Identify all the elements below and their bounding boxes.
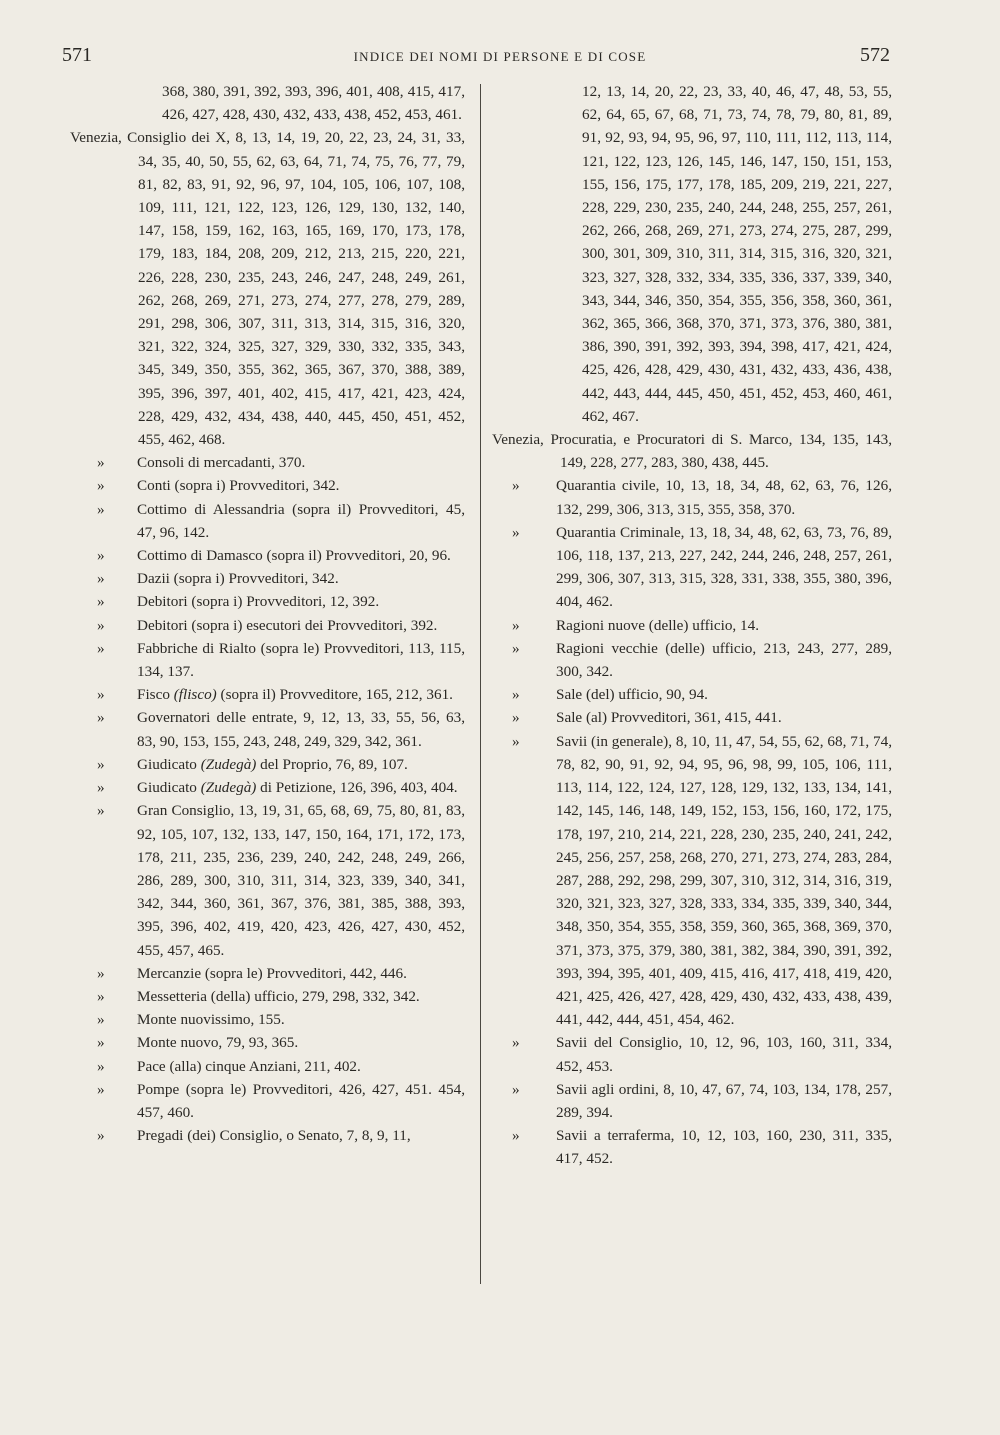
ditto-mark: » [97, 593, 105, 611]
right-column [492, 80, 892, 1171]
subentry-text: Quarantia civile, 10, 13, 18, 34, 48, 62, 63, 76, 126, 132, 299, 306, 313, 315, 355, 358, 370. [556, 477, 892, 518]
ditto-mark: » [97, 686, 105, 704]
index-continuation: 368, 380, 391, 392, 393, 396, 401, 408, 415, 417, 426, 427, 428, 430, 432, 433, 438, 452, 453, 461. [162, 83, 465, 124]
index-subentry [70, 985, 465, 1008]
index-subentry [70, 683, 465, 706]
ditto-mark: » [512, 732, 520, 750]
subentry-text: Quarantia Criminale, 13, 18, 34, 48, 62, 63, 73, 76, 89, 106, 118, 137, 213, 227, 242, 244, 246, 248, 257, 261, 299, 306, 307, 313, 315, 328, 331, 338, 355, 380, 396, 404, 462. [556, 523, 892, 611]
subentry-text: Mercanzie (sopra le) Provveditori, 442, 446. [137, 964, 407, 982]
index-subentry [492, 474, 892, 520]
ditto-mark: » [97, 964, 105, 982]
index-subentry [70, 590, 465, 613]
subentry-text: Fisco [137, 686, 174, 704]
left-column [70, 80, 465, 1147]
index-subentry [492, 730, 892, 1032]
ditto-mark: » [97, 802, 105, 820]
subentry-text: Gran Consiglio, 13, 19, 31, 65, 68, 69, 75, 80, 81, 83, 92, 105, 107, 132, 133, 147, 150, 164, 171, 172, 173, 178, 211, 235, 236, 239, 240, 242, 248, 249, 266, 286, 289, 300, 310, 311, 314, 323, 339, 340, 341, 342, 344, 360, 361, 367, 376, 381, 385, 388, 393, 395, 396, 402, 419, 420, 423, 426, 427, 430, 452, 455, 457, 465. [137, 802, 465, 959]
subentry-text: Monte nuovo, 79, 93, 365. [137, 1034, 299, 1052]
subentry-text: Sale (al) Provveditori, 361, 415, 441. [556, 709, 782, 727]
ditto-mark: » [97, 1127, 105, 1145]
ditto-mark: » [97, 570, 105, 588]
subentry-text: Cottimo di Alessandria (sopra il) Provveditori, 45, 47, 96, 142. [137, 500, 465, 541]
index-subentry [70, 962, 465, 985]
subentry-text: Savii del Consiglio, 10, 12, 96, 103, 160, 311, 334, 452, 453. [556, 1034, 892, 1075]
index-subentry [492, 1078, 892, 1124]
subentry-text: Giudicato [137, 755, 201, 773]
column-divider [480, 84, 481, 1284]
subentry-text: Pace (alla) cinque Anziani, 211, 402. [137, 1057, 361, 1075]
ditto-mark: » [97, 1057, 105, 1075]
subentry-text: Debitori (sopra i) esecutori dei Provveditori, 392. [137, 616, 438, 634]
ditto-mark: » [512, 523, 520, 541]
index-subentry [70, 498, 465, 544]
ditto-mark: » [97, 500, 105, 518]
subentry-text: del Proprio, 76, 89, 107. [256, 755, 408, 773]
index-subentry [492, 637, 892, 683]
ditto-mark: » [97, 1011, 105, 1029]
ditto-mark: » [512, 686, 520, 704]
index-subentry [70, 706, 465, 752]
ditto-mark: » [97, 709, 105, 727]
index-subentry [492, 1124, 892, 1170]
left-page-number: 571 [62, 44, 92, 66]
ditto-mark: » [97, 755, 105, 773]
ditto-mark: » [97, 616, 105, 634]
subentry-italic: (Zudegà) [200, 755, 257, 773]
index-subentry [70, 637, 465, 683]
index-subentry [70, 474, 465, 497]
subentry-italic: (flisco) [173, 686, 217, 704]
subentry-text: Debitori (sopra i) Provveditori, 12, 392. [137, 593, 380, 611]
running-title: INDICE DEI NOMI DI PERSONE E DI COSE [353, 49, 647, 64]
subentry-text: Cottimo di Damasco (sopra il) Provveditori, 20, 96. [137, 547, 451, 565]
subentry-text: Giudicato [137, 779, 201, 797]
index-subentry [70, 451, 465, 474]
index-subentry [70, 1124, 465, 1147]
index-subentry [70, 1055, 465, 1078]
subentry-text: Ragioni nuove (delle) ufficio, 14. [556, 616, 760, 634]
subentry-text: Ragioni vecchie (delle) ufficio, 213, 243, 277, 289, 300, 342. [556, 639, 892, 681]
ditto-mark: » [97, 639, 105, 657]
index-subentry [492, 521, 892, 614]
subentry-text: Savii (in generale), 8, 10, 11, 47, 54, 55, 62, 68, 71, 74, 78, 82, 90, 91, 92, 94, 95, 96, 98, 99, 105, 106, 111, 113, 114, 122, 124, 127, 128, 129, 132, 133, 134, 141, 142, 145, 146, 148, 149, 152, 153, 156, 160, 172, 175, 178, 197, 210, 214, 221, 228, 230, 235, 240, 241, 242, 245, 256, 257, 258, 268, 270, 271, 273, 274, 283, 284, 287, 288, 292, 298, 299, 307, 310, 312, 314, 316, 319, 320, 321, 323, 327, 328, 333, 334, 335, 339, 340, 344, 348, 350, 354, 355, 358, 359, 360, 365, 368, 369, 370, 371, 373, 375, 379, 380, 381, 382, 384, 390, 391, 392, 393, 394, 395, 401, 409, 415, 416, 417, 418, 419, 420, 421, 425, 426, 427, 428, 429, 430, 432, 433, 438, 439, 441, 442, 444, 451, 454, 462. [556, 732, 892, 1029]
ditto-mark: » [97, 1034, 105, 1052]
ditto-mark: » [97, 779, 105, 797]
index-continuation: 12, 13, 14, 20, 22, 23, 33, 40, 46, 47, 48, 53, 55, 62, 64, 65, 67, 68, 71, 73, 74, 78, 79, 80, 81, 89, 91, 92, 93, 94, 95, 96, 97, 110, 111, 112, 113, 114, 121, 122, 123, 126, 145, 146, 147, 150, 151, 153, 155, 156, 175, 177, 178, 185, 209, 219, 221, 227, 228, 229, 230, 235, 240, 244, 248, 255, 257, 261, 262, 266, 268, 269, 271, 273, 274, 275, 287, 299, 300, 301, 309, 310, 311, 314, 315, 316, 320, 321, 323, 327, 328, 332, 334, 335, 336, 337, 339, 340, 343, 344, 346, 350, 354, 355, 356, 358, 360, 361, 362, 365, 366, 368, 370, 371, 373, 376, 380, 381, 386, 390, 391, 392, 393, 394, 398, 417, 421, 424, 425, 426, 428, 429, 430, 431, 432, 433, 436, 438, 442, 443, 444, 445, 450, 451, 452, 453, 460, 461, 462, 467. [582, 83, 892, 425]
subentry-text: Fabbriche di Rialto (sopra le) Provveditori, 113, 115, 134, 137. [137, 639, 465, 681]
index-entry-heading: Venezia, Procuratia, e Procuratori di S. Marco, 134, 135, 143, 149, 228, 277, 283, 380, 438, 445. [492, 431, 892, 472]
subentry-text: di Petizione, 126, 396, 403, 404. [256, 779, 458, 797]
index-subentry [492, 706, 892, 729]
ditto-mark: » [97, 477, 105, 495]
ditto-mark: » [512, 1080, 520, 1098]
subentry-text: Savii a terraferma, 10, 12, 103, 160, 230, 311, 335, 417, 452. [556, 1127, 892, 1168]
index-subentry [70, 1031, 465, 1054]
subentry-text: Savii agli ordini, 8, 10, 47, 67, 74, 103, 134, 178, 257, 289, 394. [556, 1080, 892, 1121]
index-subentry [492, 1031, 892, 1077]
index-subentry [492, 614, 892, 637]
ditto-mark: » [97, 1080, 105, 1098]
subentry-text: Pompe (sopra le) Provveditori, 426, 427, 451. 454, 457, 460. [137, 1080, 465, 1121]
ditto-mark: » [97, 454, 105, 472]
index-entry-heading: Venezia, Consiglio dei X, 8, 13, 14, 19, 20, 22, 23, 24, 31, 33, 34, 35, 40, 50, 55, 62, 63, 64, 71, 74, 75, 76, 77, 79, 81, 82, 83, 91, 92, 96, 97, 104, 105, 106, 107, 108, 109, 111, 121, 122, 123, 126, 129, 130, 132, 140, 147, 158, 159, 162, 163, 165, 169, 170, 173, 178, 179, 183, 184, 208, 209, 212, 213, 215, 220, 221, 226, 228, 230, 235, 243, 246, 247, 248, 249, 261, 262, 268, 269, 271, 273, 274, 277, 278, 279, 289, 291, 298, 306, 307, 311, 313, 314, 315, 316, 320, 321, 322, 324, 325, 327, 329, 330, 332, 335, 343, 345, 349, 350, 355, 362, 365, 367, 370, 388, 389, 395, 396, 397, 401, 402, 415, 417, 421, 423, 424, 228, 429, 432, 434, 438, 440, 445, 450, 451, 452, 455, 462, 468. [70, 129, 465, 449]
ditto-mark: » [512, 1034, 520, 1052]
subentry-text: Consoli di mercadanti, 370. [137, 454, 306, 472]
ditto-mark: » [512, 639, 520, 657]
subentry-text: Conti (sopra i) Provveditori, 342. [137, 477, 340, 495]
index-subentry [70, 1008, 465, 1031]
subentry-text: Sale (del) ufficio, 90, 94. [556, 686, 708, 704]
right-page-number: 572 [860, 44, 890, 66]
ditto-mark: » [512, 616, 520, 634]
ditto-mark: » [512, 477, 520, 495]
subentry-text: (sopra il) Provveditore, 165, 212, 361. [216, 686, 453, 704]
ditto-mark: » [512, 1127, 520, 1145]
index-subentry [70, 799, 465, 961]
index-subentry [492, 683, 892, 706]
index-subentry [70, 753, 465, 776]
subentry-text: Monte nuovissimo, 155. [137, 1011, 285, 1029]
ditto-mark: » [97, 987, 105, 1005]
index-subentry [70, 614, 465, 637]
subentry-text: Messetteria (della) ufficio, 279, 298, 332, 342. [137, 987, 420, 1005]
ditto-mark: » [512, 709, 520, 727]
subentry-italic: (Zudegà) [200, 779, 257, 797]
index-subentry [70, 776, 465, 799]
subentry-text: Dazii (sopra i) Provveditori, 342. [137, 570, 339, 588]
ditto-mark: » [97, 547, 105, 565]
index-subentry [70, 567, 465, 590]
subentry-text: Pregadi (dei) Consiglio, o Senato, 7, 8, 9, 11, [137, 1127, 411, 1145]
index-subentry [70, 544, 465, 567]
subentry-text: Governatori delle entrate, 9, 12, 13, 33, 55, 56, 63, 83, 90, 153, 155, 243, 248, 249, 329, 342, 361. [137, 709, 465, 750]
index-subentry [70, 1078, 465, 1124]
